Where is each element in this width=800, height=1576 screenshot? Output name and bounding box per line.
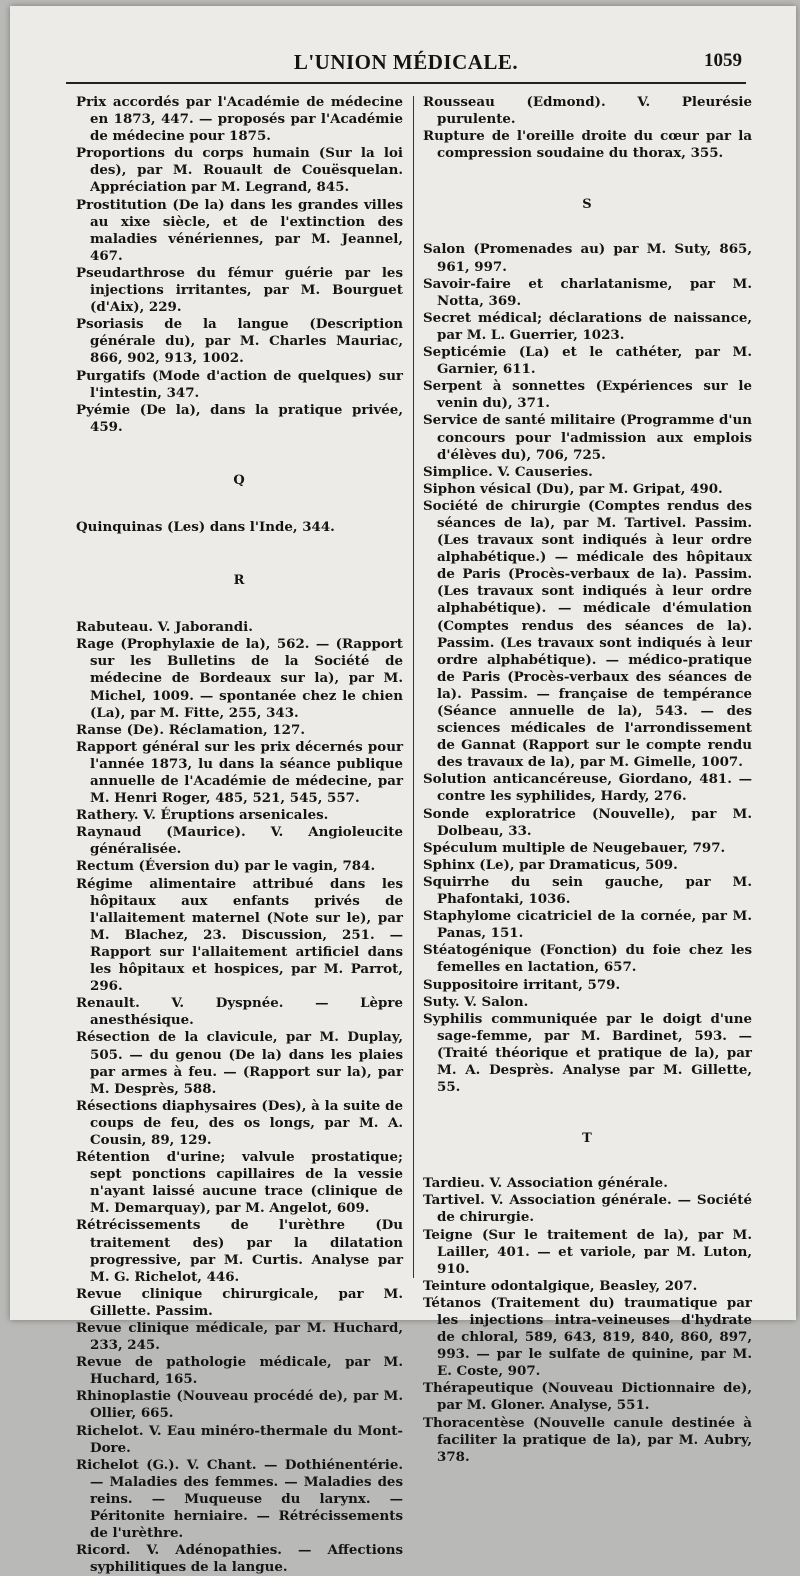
index-entry: Ranse (De). Réclamation, 127. (76, 721, 305, 738)
index-entry: Rhinoplastie (Nouveau procédé de), par M. Ollier, 665. (76, 1388, 403, 1422)
index-entry: Rabuteau. V. Jaborandi. (76, 619, 253, 636)
index-entry: Salon (Promenades au) par M. Suty, 865, 961, 997. (423, 241, 752, 275)
section-letter-q: Q (233, 472, 246, 488)
index-entry: Résection de la clavicule, par M. Duplay, 505. — du genou (De la) dans les plaies par armes à feu. — (Rapport sur la), par M. Desprès, 588. (76, 1029, 403, 1097)
index-entry: Squirrhe du sein gauche, par M. Phafontaki, 1036. (423, 873, 752, 908)
index-entry: Renault. V. Dyspnée. — Lèpre anesthésique. (76, 995, 403, 1029)
index-entry: Pyémie (De la), dans la pratique privée, 459. (76, 401, 403, 435)
index-entry: Sphinx (Le), par Dramaticus, 509. (423, 856, 678, 873)
index-entry: Rousseau (Edmond). V. Pleurésie purulente. (423, 94, 752, 128)
index-entry: Teinture odontalgique, Beasley, 207. (423, 1277, 698, 1294)
index-entry: Solution anticancéreuse, Giordano, 481. — contre les syphilides, Hardy, 276. (423, 771, 752, 805)
index-entry: Rectum (Éversion du) par le vagin, 784. (76, 858, 376, 875)
index-entry: Spéculum multiple de Neugebauer, 797. (423, 839, 726, 856)
index-entry: Rétention d'urine; valvule prostatique; sept ponctions capillaires de la vessie n'ayant laissé aucune trace (clinique de M. Demarquay), par M. Angelot, 609. (76, 1149, 403, 1217)
index-entry: Tartivel. V. Association générale. — Société de chirurgie. (423, 1192, 752, 1226)
index-entry: Stéatogénique (Fonction) du foie chez les femelles en lactation, 657. (423, 942, 752, 976)
index-entry: Siphon vésical (Du), par M. Gripat, 490. (423, 480, 723, 497)
section-letter-s: S (582, 197, 593, 213)
page-number: 1059 (704, 50, 742, 71)
index-entry: Serpent à sonnettes (Expériences sur le venin du), 371. (423, 378, 752, 412)
index-entry: Prostitution (De la) dans les grandes villes au xixe siècle, et de l'extinction des maladies vénériennes, par M. Jeannel, 467. (76, 196, 403, 264)
index-entry: Raynaud (Maurice). V. Angioleucite généralisée. (76, 824, 403, 858)
left-column (76, 94, 403, 1576)
index-entry: Résections diaphysaires (Des), à la suite de coups de feu, des os longs, par M. A. Cousin, 89, 129. (76, 1097, 403, 1148)
index-entry: Tardieu. V. Association générale. (423, 1175, 668, 1192)
index-entry: Tétanos (Traitement du) traumatique par les injections intra-veineuses d'hydrate de chloral, 589, 643, 819, 840, 860, 897, 993. — par le sulfate de quinine, par M. E. Coste, 907. (423, 1294, 752, 1380)
index-entry: Service de santé militaire (Programme d'un concours pour l'admission aux emplois d'élèves du), 706, 725. (423, 412, 752, 463)
index-entry: Ricord. V. Adénopathies. — Affections syphilitiques de la langue. (76, 1542, 403, 1576)
section-gap (76, 489, 403, 519)
section-gap (423, 213, 752, 241)
index-entry: Rathery. V. Éruptions arsenicales. (76, 807, 329, 824)
index-entry: Savoir-faire et charlatanisme, par M. Notta, 369. (423, 275, 752, 309)
index-entry: Staphylome cicatriciel de la cornée, par M. Panas, 151. (423, 908, 752, 942)
index-entry: Secret médical; déclarations de naissance, par M. L. Guerrier, 1023. (423, 309, 752, 343)
index-entry: Thoracentèse (Nouvelle canule destinée à faciliter la pratique de la), par M. Aubry, 378. (423, 1414, 752, 1465)
index-entry: Suty. V. Salon. (423, 993, 529, 1010)
index-entry: Rage (Prophylaxie de la), 562. — (Rapport sur les Bulletins de la Société de médecine de Bordeaux sur la), par M. Michel, 1009. — spontanée chez le chien (La), par M. Fitte, 255, 343. (76, 636, 403, 721)
section-gap (423, 1147, 752, 1175)
page-header (66, 46, 746, 76)
section-gap (423, 162, 752, 196)
index-entry: Richelot (G.). V. Chant. — Dothiénentérie. — Maladies des femmes. — Maladies des reins. — Muqueuse du larynx. — Péritonite herniaire. — Rétrécissements de l'urèthre. (76, 1456, 403, 1542)
section-letter-r: R (233, 573, 246, 589)
index-entry: Thérapeutique (Nouveau Dictionnaire de), par M. Gloner. Analyse, 551. (423, 1380, 752, 1414)
section-gap (423, 1096, 752, 1130)
index-entry: Sonde exploratrice (Nouvelle), par M. Dolbeau, 33. (423, 805, 752, 839)
index-entry: Revue clinique médicale, par M. Huchard, 233, 245. (76, 1320, 403, 1354)
index-entry: Rapport général sur les prix décernés pour l'année 1873, lu dans la séance publique annuelle de l'Académie de médecine, par M. Henri Roger, 485, 521, 545, 557. (76, 738, 403, 807)
column-divider (413, 96, 414, 1278)
section-gap (76, 536, 403, 572)
index-entry: Teigne (Sur le traitement de la), par M. Lailler, 401. — et variole, par M. Luton, 910. (423, 1226, 752, 1277)
section-letter-t: T (582, 1131, 593, 1147)
section-gap (76, 589, 403, 619)
index-entry: Revue clinique chirurgicale, par M. Gillette. Passim. (76, 1285, 403, 1319)
index-entry: Prix accordés par l'Académie de médecine en 1873, 447. — proposés par l'Académie de médecine pour 1875. (76, 94, 403, 145)
index-entry: Rupture de l'oreille droite du cœur par la compression soudaine du thorax, 355. (423, 128, 752, 162)
index-entry: Rétrécissements de l'urèthre (Du traitement des) par la dilatation progressive, par M. Curtis. Analyse par M. G. Richelot, 446. (76, 1217, 403, 1285)
journal-title: L'UNION MÉDICALE. (293, 50, 519, 74)
index-entry: Société de chirurgie (Comptes rendus des séances de la), par M. Tartivel. Passim. (Les travaux sont indiqués à leur ordre alphabétique.) — médicale des hôpitaux de Paris (Procès-verbaux de la). Passim. (Les travaux sont indiqués à leur ordre alphabétique). — médicale d'émulation (Comptes rendus des séances de la). Passim. (Les travaux sont indiqués à leur ordre alphabétique). — médico-pratique de Paris (Procès-verbaux des séances de la). Passim. — française de tempérance (Séance annuelle de la), 543. — des sciences médicales de l'arrondissement de Gannat (Rapport sur le compte rendu des travaux de la), par M. Gimelle, 1007. (423, 497, 752, 771)
index-entry: Purgatifs (Mode d'action de quelques) sur l'intestin, 347. (76, 367, 403, 401)
index-entry: Pseudarthrose du fémur guérie par les injections irritantes, par M. Bourguet (d'Aix), 229. (76, 264, 403, 316)
index-entry: Suppositoire irritant, 579. (423, 976, 621, 993)
right-column (423, 94, 752, 1466)
header-rule (66, 82, 746, 84)
index-entry: Psoriasis de la langue (Description générale du), par M. Charles Mauriac, 866, 902, 913, 1002. (76, 316, 403, 367)
index-entry: Régime alimentaire attribué dans les hôpitaux aux enfants privés de l'allaitement maternel (Note sur le), par M. Blachez, 23. Discussion, 251. — Rapport sur l'allaitement artificiel dans les hôpitaux et hospices, par M. Parrot, 296. (76, 875, 403, 995)
index-entry: Proportions du corps humain (Sur la loi des), par M. Rouault de Couësquelan. Appréciation par M. Legrand, 845. (76, 145, 403, 196)
index-entry: Syphilis communiquée par le doigt d'une sage-femme, par M. Bardinet, 593. — (Traité théorique et pratique de la), par M. A. Desprès. Analyse par M. Gillette, 55. (423, 1010, 752, 1096)
index-entry: Richelot. V. Eau minéro-thermale du Mont-Dore. (76, 1422, 403, 1456)
section-gap (76, 436, 403, 472)
index-entry: Revue de pathologie médicale, par M. Huchard, 165. (76, 1354, 403, 1388)
index-entry: Simplice. V. Causeries. (423, 463, 593, 480)
index-entry: Quinquinas (Les) dans l'Inde, 344. (76, 518, 335, 535)
index-entry: Septicémie (La) et le cathéter, par M. Garnier, 611. (423, 344, 752, 378)
